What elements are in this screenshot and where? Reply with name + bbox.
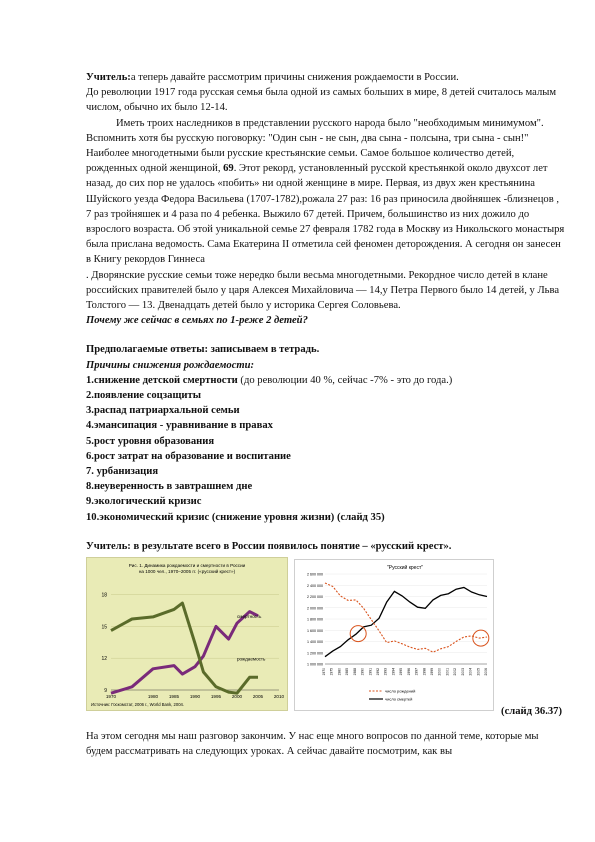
record-number: 69 — [223, 163, 234, 175]
teacher-intro-text: а теперь давайте рассмотрим причины снижения рождаемости в России. — [130, 72, 459, 83]
series-label: смертность — [237, 614, 262, 620]
document-page — [86, 70, 566, 760]
series-line — [325, 583, 487, 652]
reason-bold: 6.рост затрат на образование и воспитание — [86, 450, 291, 462]
paragraph-nobles: . Дворянские русские семьи тоже нередко были весьма многодетными. Рекордное число детей в клане российских правителей было у царя Алексея Михайловича — 14,у Петра Первого было 14 детей, у Льва Толстого — 13. Двенадцать детей было у историка Сергея Соловьева. — [86, 269, 560, 312]
series-line — [111, 612, 258, 694]
x-tick-label: 1990 — [189, 694, 201, 700]
y-tick-label: 15 — [101, 624, 107, 631]
x-tick-label: 2010 — [273, 694, 285, 700]
reason-bold: 7. урбанизация — [86, 466, 159, 478]
series-line — [325, 588, 487, 657]
reason-bold: 9.экологический кризис — [86, 496, 202, 508]
x-tick-label: 1997 — [414, 668, 419, 676]
list-item — [86, 403, 566, 418]
y-tick-label: 9 — [104, 688, 107, 695]
x-tick-label: 2005 — [476, 668, 481, 676]
reason-bold: 5.рост уровня образования — [86, 435, 215, 447]
question: Почему же сейчас в семьях по 1-реже 2 детей? — [86, 315, 308, 327]
x-tick-label: 1985 — [168, 694, 180, 700]
reasons-title: Причины снижения рождаемости: — [86, 359, 255, 371]
highlight-circle — [473, 630, 489, 646]
reason-bold: 2.появление соцзащиты — [86, 390, 201, 402]
x-tick-label: 1970 — [322, 668, 326, 676]
x-tick-label: 1995 — [210, 694, 222, 700]
y-tick-label: 2 000 000 — [307, 606, 323, 611]
x-tick-label: 2004 — [468, 668, 473, 676]
reason-note: (до революции 40 %, сейчас -7% - это до года.) — [237, 374, 453, 386]
reason-bold: 10.экономический кризис (снижение уровня жизни) (слайд 35) — [86, 511, 385, 523]
x-tick-label: 1995 — [399, 668, 404, 676]
x-tick-label: 1993 — [383, 668, 388, 676]
list-item — [86, 464, 566, 479]
highlight-circle — [350, 626, 366, 642]
y-tick-label: 1 800 000 — [307, 617, 323, 622]
y-tick-label: 18 — [101, 592, 107, 599]
series-line — [111, 603, 258, 693]
y-tick-label: 2 600 000 — [307, 572, 323, 577]
x-tick-label: 1970 — [105, 694, 117, 700]
russian-cross-chart — [294, 559, 494, 711]
x-tick-label: 1980 — [147, 694, 159, 700]
y-tick-label: 1 400 000 — [307, 640, 323, 645]
legend-label: число смертей — [385, 696, 413, 702]
x-tick-label: 1999 — [430, 668, 434, 676]
paragraph-revolution: До революции 1917 года русская семья была одной из самых больших в мире, 8 детей считалось малым числом, обычно их было 12-14. — [86, 87, 557, 114]
answers-title: Предполагаемые ответы: записываем в тетрадь. — [86, 344, 320, 356]
chart1-svg — [87, 558, 287, 710]
list-item — [86, 418, 566, 433]
y-tick-label: 1 000 000 — [307, 662, 323, 667]
reason-bold: 8.неуверенность в завтрашнем дне — [86, 481, 253, 493]
x-tick-label: 2002 — [453, 668, 458, 676]
chart-title: Рис. 1. Динамика рождаемости и смертности в России — [128, 563, 246, 569]
x-tick-label: 2000 — [231, 694, 243, 700]
x-tick-label: 2000 — [437, 668, 442, 676]
list-item — [86, 479, 566, 494]
reason-bold: 4.эмансипация - уравнивание в правах — [86, 420, 273, 432]
x-tick-label: 1998 — [422, 668, 427, 676]
reason-bold: 1.снижение детской смертности — [86, 374, 238, 386]
paragraph-heirs-b: . Этот рекорд, установленный русской крестьянкой около двухсот лет назад, до сих пор не удалось «побить» ни одной женщине в мире. Первая, из двух жен крестьянина Шуйского уезда Федора Васильева (1707-1782),рожала 27 раз: 16 раз приносила двойняшек -близнецов , 7 раз тройняшек и 4 раза по 4 ребенка. Выжило 67 детей. Причем, большинство из них дожило до взрослого возраста. Об этой уникальной семье 27 февраля 1782 года в Москву из Никольского монастыря была прислана ведомость. Сама Екатерина II отметила сей феномен деторождения. А сегодня он занесен в Книгу рекордов Гиннеса — [86, 163, 565, 266]
x-tick-label: 1992 — [376, 668, 380, 676]
teacher-russian-cross: Учитель: в результате всего в России появилось понятие – «русский крест». — [86, 540, 452, 552]
slide-reference: (слайд 36.37) — [501, 705, 562, 717]
closing-paragraph: На этом сегодня мы наш разговор закончим. У нас еще много вопросов по данной теме, которые мы будем рассматривать на следующих уроках. А сейчас давайте посмотрим, как вы — [86, 731, 539, 758]
list-item — [86, 373, 566, 388]
list-item — [86, 494, 566, 509]
y-tick-label: 1 600 000 — [307, 628, 323, 633]
x-tick-label: 1996 — [406, 668, 411, 676]
paragraph-heirs-a: Иметь троих наследников в представлении русского народа было "необходимым минимумом". Вспомнить хотя бы русскую поговорку: "Один сын - не сын, два сына - полсына, три сына - сын!" Наиболее многодетными были русские крестьянские семьи. Самое большое количество детей, рожденных одной женщиной, — [86, 117, 544, 175]
list-item — [86, 510, 566, 525]
x-tick-label: 2003 — [460, 668, 465, 676]
teacher-intro — [86, 70, 566, 85]
y-tick-label: 12 — [101, 656, 107, 663]
x-tick-label: 1990 — [360, 668, 365, 676]
x-tick-label: 2006 — [484, 668, 488, 676]
x-tick-label: 1975 — [329, 668, 334, 676]
list-item — [86, 449, 566, 464]
chart2-svg — [295, 560, 493, 710]
chart-title: на 1000 чел., 1970–2005 гг. («русский крест») — [138, 569, 236, 575]
y-tick-label: 2 200 000 — [307, 595, 323, 600]
charts-block — [86, 557, 566, 719]
x-tick-label: 2005 — [252, 694, 264, 700]
birth-death-rate-chart — [86, 557, 288, 711]
x-tick-label: 1988 — [352, 668, 357, 676]
chart-title: "Русский крест" — [386, 565, 424, 572]
series-label: рождаемость — [237, 656, 266, 662]
teacher-label: Учитель: — [86, 72, 131, 83]
reasons-list — [86, 373, 566, 525]
list-item — [86, 388, 566, 403]
x-tick-label: 1985 — [345, 668, 350, 676]
x-tick-label: 1991 — [368, 668, 373, 676]
reason-bold: 3.распад патриархальной семьи — [86, 405, 240, 417]
x-tick-label: 2001 — [445, 668, 450, 676]
paragraph-heirs — [86, 116, 566, 268]
x-tick-label: 1980 — [337, 668, 342, 676]
y-tick-label: 1 200 000 — [307, 651, 323, 656]
legend-label: число рождений — [385, 688, 416, 694]
chart-source: Источник: Госкомстат, 2006 г., World Bank, 2004. — [91, 702, 185, 708]
x-tick-label: 1994 — [391, 668, 396, 676]
list-item — [86, 434, 566, 449]
y-tick-label: 2 400 000 — [307, 583, 323, 588]
